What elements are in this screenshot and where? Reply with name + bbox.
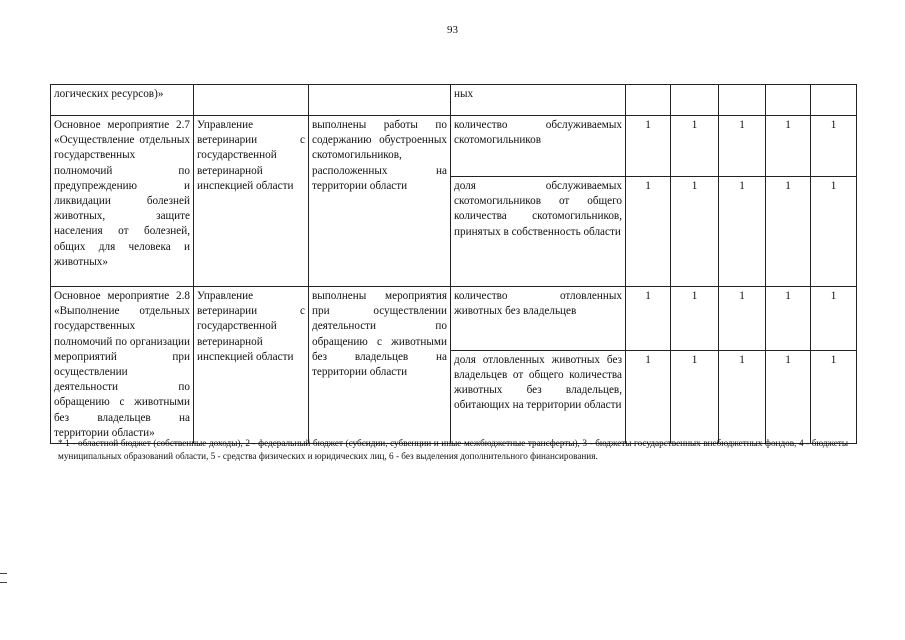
- page-number: 93: [447, 24, 458, 36]
- value-cell: 1: [766, 287, 811, 351]
- executor-cell: Управление ветеринарии с государственной ветеринарной инспекцией области: [194, 287, 309, 444]
- indicator-cell: доля отловленных животных без владельцев от общего количества животных без владельцев, обитающих на территории области: [451, 350, 626, 443]
- value-cell: 1: [811, 116, 857, 177]
- value-cell: 1: [671, 116, 719, 177]
- value-cell: 1: [766, 116, 811, 177]
- value-cell: 1: [626, 350, 671, 443]
- value-cell: 1: [671, 287, 719, 351]
- value-cell: 1: [766, 350, 811, 443]
- measure-cell: Основное мероприятие 2.8 «Выполнение отдельных государственных полномочий по организации мероприятий при осуществлении деятельности по обращению с животными без владельцев на территории области»: [51, 287, 194, 444]
- content-cell: [309, 85, 451, 116]
- table-row: [51, 116, 857, 177]
- value-cell: 1: [671, 177, 719, 287]
- value-cell: [626, 85, 671, 116]
- footnote: * 1 - областной бюджет (собственные доходы), 2 - федеральный бюджет (субсидии, субвенции и иные межбюджетные трансферты), 3 - бюджеты государственных внебюджетных фондов, 4 - бюджеты муниципальных образований области, 5 - средства физических и юридических лиц, 6 - без выделения дополнительного финансирования.: [58, 438, 848, 461]
- value-cell: 1: [719, 350, 766, 443]
- content-cell: выполнены мероприятия при осуществлении деятельности по обращению с животными без владельцев на территории области: [309, 287, 451, 444]
- value-cell: 1: [626, 287, 671, 351]
- indicator-cell: доля обслуживаемых скотомогильников от общего количества скотомогильников, принятых в собственность области: [451, 177, 626, 287]
- indicator-cell: ных: [451, 85, 626, 116]
- value-cell: [766, 85, 811, 116]
- value-cell: 1: [719, 177, 766, 287]
- value-cell: 1: [626, 177, 671, 287]
- value-cell: 1: [766, 177, 811, 287]
- executor-cell: Управление ветеринарии с государственной ветеринарной инспекцией области: [194, 116, 309, 287]
- table-row: [51, 85, 857, 116]
- measure-cell: логических ресурсов)»: [51, 85, 194, 116]
- value-cell: [811, 85, 857, 116]
- value-cell: 1: [811, 287, 857, 351]
- value-cell: 1: [811, 350, 857, 443]
- indicator-cell: количество отловленных животных без владельцев: [451, 287, 626, 351]
- indicator-cell: количество обслуживаемых скотомогильников: [451, 116, 626, 177]
- value-cell: 1: [671, 350, 719, 443]
- edge-mark: [0, 582, 7, 583]
- measure-cell: Основное мероприятие 2.7 «Осуществление отдельных государственных полномочий по предупреждению и ликвидации болезней животных, защите населения от болезней, общих для человека и животных»: [51, 116, 194, 287]
- value-cell: 1: [719, 287, 766, 351]
- value-cell: 1: [719, 116, 766, 177]
- measures-table: [50, 84, 857, 444]
- content-cell: выполнены работы по содержанию обустроенных скотомогильников, расположенных на территории области: [309, 116, 451, 287]
- table-row: [51, 287, 857, 351]
- executor-cell: [194, 85, 309, 116]
- value-cell: [719, 85, 766, 116]
- edge-mark: [0, 573, 7, 574]
- value-cell: 1: [811, 177, 857, 287]
- value-cell: 1: [626, 116, 671, 177]
- value-cell: [671, 85, 719, 116]
